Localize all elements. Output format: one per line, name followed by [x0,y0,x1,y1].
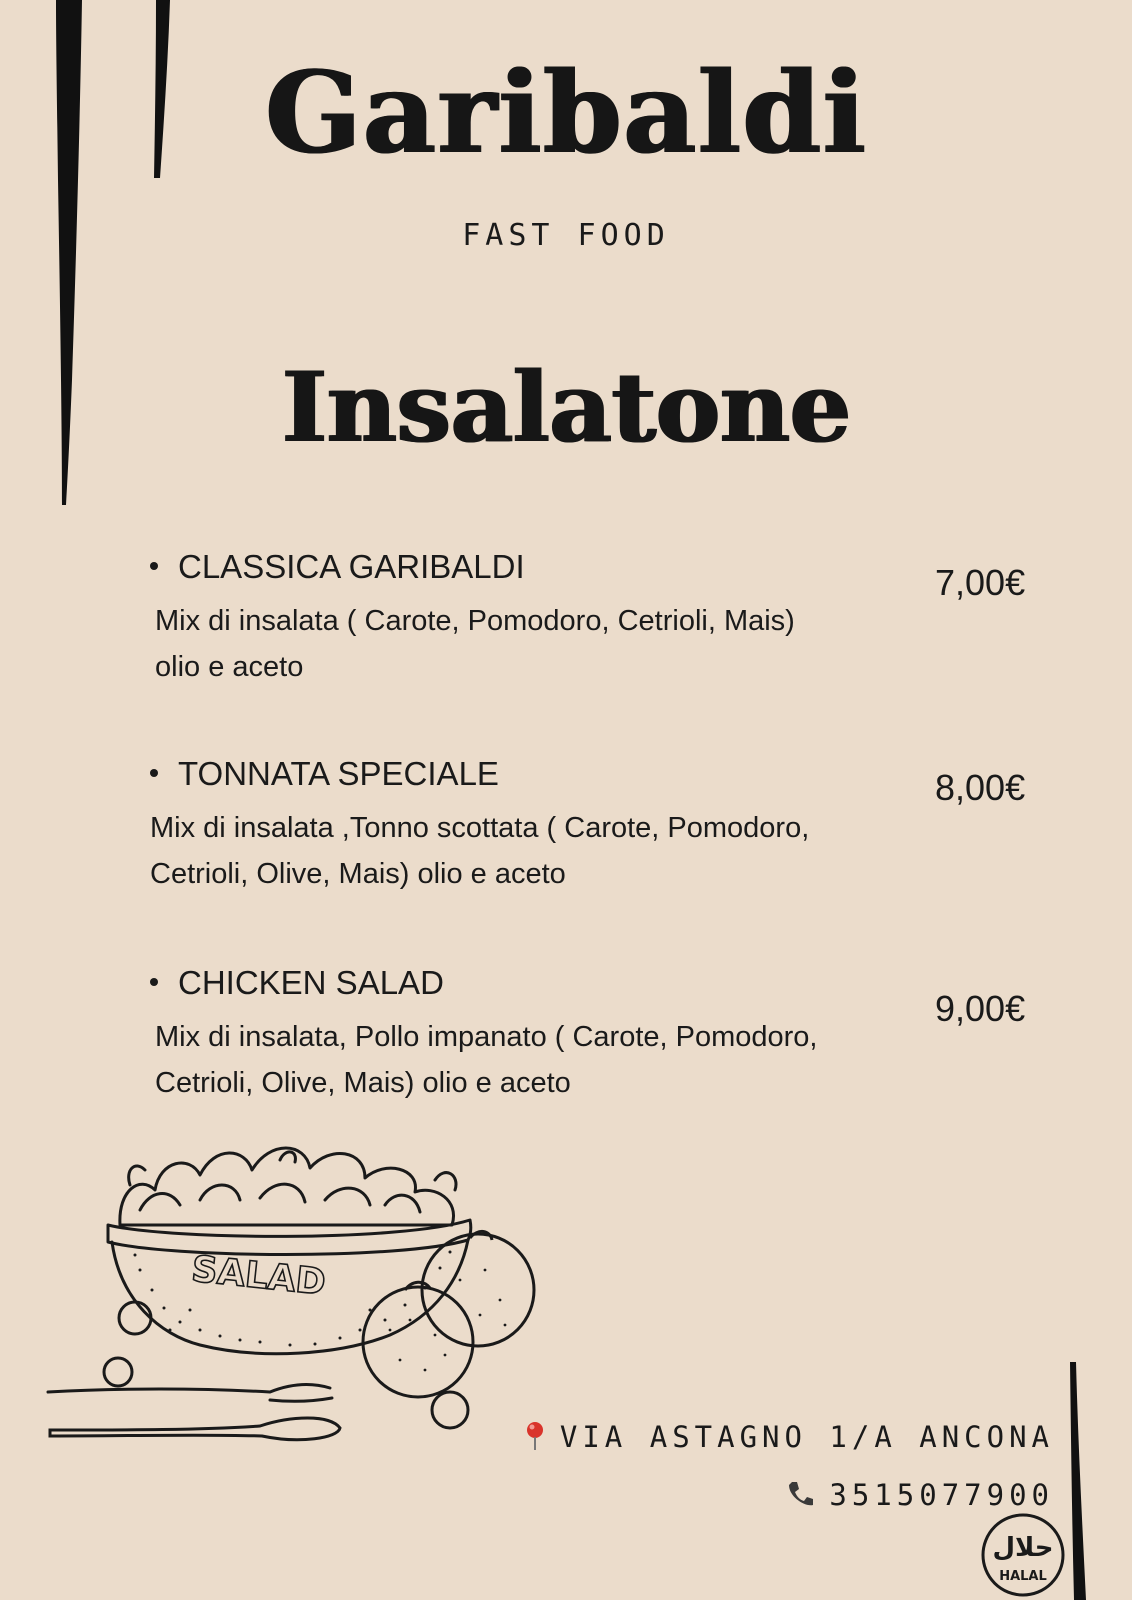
menu-item-price: 8,00€ [935,767,1026,808]
pin-icon [524,1420,546,1454]
menu-item-description-line: Mix di insalata ,Tonno scottata ( Carote, Pomodoro, [150,812,810,844]
bowl-label: SALAD [189,1248,328,1304]
menu-item-name: TONNATA SPECIALE [178,755,499,792]
menu-item-description-line: Cetrioli, Olive, Mais) olio e aceto [155,1067,571,1099]
menu-item-price: 7,00€ [935,562,1026,603]
menu-item-name: CLASSICA GARIBALDI [178,548,525,585]
salad-spoon [50,1418,340,1440]
salad-leaves [120,1148,454,1225]
menu-item-description-line: Mix di insalata, Pollo impanato ( Carote, Pomodoro, [155,1021,818,1053]
salad-bowl-illustration [40,1130,560,1480]
brand-name: Garibaldi [264,48,868,179]
brush-stroke-right [1070,1362,1086,1600]
phone-icon [785,1478,815,1512]
menu-item-description-line: Cetrioli, Olive, Mais) olio e aceto [150,858,566,890]
menu-item-price: 9,00€ [935,988,1026,1029]
menu-item-description [155,1014,935,1106]
halal-arabic-text: حلال [992,1533,1054,1563]
menu-item-description-line: olio e aceto [155,651,304,683]
address-text: VIA ASTAGNO 1/A ANCONA [559,1420,1054,1454]
menu-item-name: CHICKEN SALAD [178,964,444,1001]
phone-text: 3515077900 [829,1478,1054,1512]
section-title: Insalatone [281,351,851,464]
address-line [524,1420,1054,1454]
menu-item-description-line: Mix di insalata ( Carote, Pomodoro, Cetrioli, Mais) [155,605,795,637]
halal-badge [980,1512,1066,1598]
bullet-icon [150,978,158,986]
menu-item-description [155,598,935,690]
menu-item-description [150,805,930,897]
bullet-icon [150,769,158,777]
brand-tagline: FAST FOOD [462,218,670,253]
bullet-icon [150,562,158,570]
phone-line [785,1478,1054,1512]
salad-fork [48,1385,332,1402]
halal-label: HALAL [999,1569,1047,1584]
